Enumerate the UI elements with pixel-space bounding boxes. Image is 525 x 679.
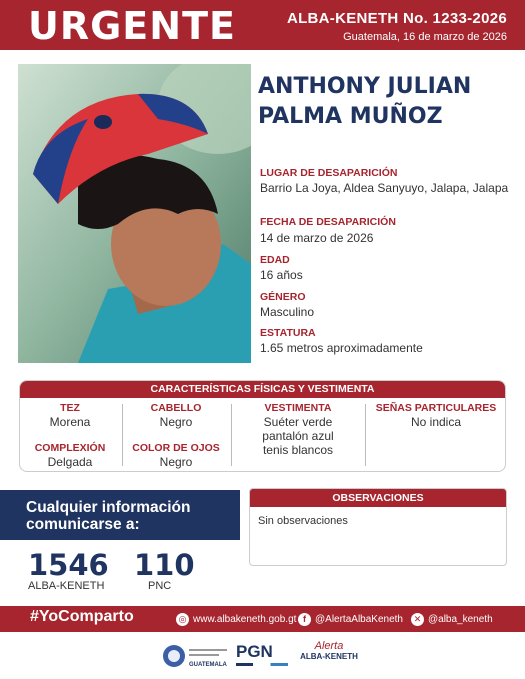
contact-banner	[0, 490, 240, 540]
globe-icon: ◎	[176, 613, 189, 626]
phone-number-alba[interactable]: 1546	[28, 548, 109, 582]
tez-label: TEZ	[60, 402, 80, 414]
contact-line2: comunicarse a:	[26, 516, 140, 533]
phone-number-pnc[interactable]: 110	[134, 548, 195, 582]
contact-line1: Cualquier información	[26, 499, 191, 516]
ojos-value: Negro	[159, 455, 193, 469]
estatura-value: 1.65 metros aproximadamente	[260, 341, 423, 355]
person-name	[258, 72, 513, 132]
vestimenta-line2: pantalón azul	[262, 429, 334, 443]
edad-value: 16 años	[260, 268, 303, 282]
website-text: www.albakeneth.gob.gt	[193, 614, 297, 625]
senas-label: SEÑAS PARTICULARES	[375, 402, 497, 414]
x-icon: ✕	[411, 613, 424, 626]
column-divider	[231, 404, 232, 466]
genero-label: GÉNERO	[260, 291, 306, 303]
footer-bar	[0, 606, 525, 632]
vestimenta-line1: Suéter verde	[263, 415, 333, 429]
column-divider	[365, 404, 366, 466]
government-logo-text: GUATEMALA	[189, 662, 227, 668]
observations-box	[249, 488, 507, 566]
vestimenta-line3: tenis blancos	[262, 443, 334, 457]
ojos-label: COLOR DE OJOS	[132, 442, 220, 454]
government-logo	[162, 642, 230, 670]
estatura-label: ESTATURA	[260, 327, 316, 339]
characteristics-title: CARACTERÍSTICAS FÍSICAS Y VESTIMENTA	[20, 381, 505, 398]
phone-label-alba: ALBA-KENETH	[28, 580, 105, 592]
complexion-value: Delgada	[47, 455, 93, 469]
facebook-text: @AlertaAlbaKeneth	[315, 614, 403, 625]
x-link[interactable]	[411, 613, 493, 626]
cabello-label: CABELLO	[150, 402, 202, 414]
edad-label: EDAD	[260, 254, 290, 266]
logo3-line1: Alerta	[314, 640, 344, 652]
place-date: Guatemala, 16 de marzo de 2026	[343, 31, 507, 43]
person-name-line1: ANTHONY JULIAN	[258, 74, 472, 99]
cabello-value: Negro	[159, 415, 193, 429]
fecha-label: FECHA DE DESAPARICIÓN	[260, 216, 396, 228]
phone-label-pnc: PNC	[148, 580, 172, 592]
logo3-line2: ALBA-KENETH	[300, 652, 358, 661]
person-name-line2: PALMA MUÑOZ	[258, 104, 443, 129]
characteristics-box	[19, 380, 506, 472]
alert-code: ALBA-KENETH No. 1233-2026	[286, 10, 507, 27]
genero-value: Masculino	[260, 305, 315, 319]
fecha-value: 14 de marzo de 2026	[260, 231, 374, 245]
tez-value: Morena	[49, 415, 91, 429]
logos-row	[0, 640, 525, 674]
observations-title: OBSERVACIONES	[250, 489, 506, 507]
urgent-title: URGENTE	[28, 4, 236, 48]
lugar-label: LUGAR DE DESAPARICIÓN	[260, 167, 398, 179]
alerta-alba-keneth-logo	[298, 640, 360, 672]
pgn-logo	[236, 642, 288, 670]
complexion-label: COMPLEXIÓN	[34, 442, 106, 454]
lugar-value: Barrio La Joya, Aldea Sanyuyo, Jalapa, Jalapa	[260, 181, 509, 195]
x-text: @alba_keneth	[428, 614, 493, 625]
observations-text: Sin observaciones	[258, 515, 348, 527]
header-banner	[0, 0, 525, 50]
website-link[interactable]	[176, 613, 296, 626]
vestimenta-label: VESTIMENTA	[264, 402, 332, 414]
facebook-link[interactable]	[298, 613, 403, 626]
facebook-icon: f	[298, 613, 311, 626]
hashtag: #YoComparto	[30, 608, 134, 625]
pgn-logo-text: PGN	[236, 642, 273, 661]
missing-person-photo	[18, 64, 251, 363]
senas-value: No indica	[410, 415, 462, 429]
column-divider	[122, 404, 123, 466]
